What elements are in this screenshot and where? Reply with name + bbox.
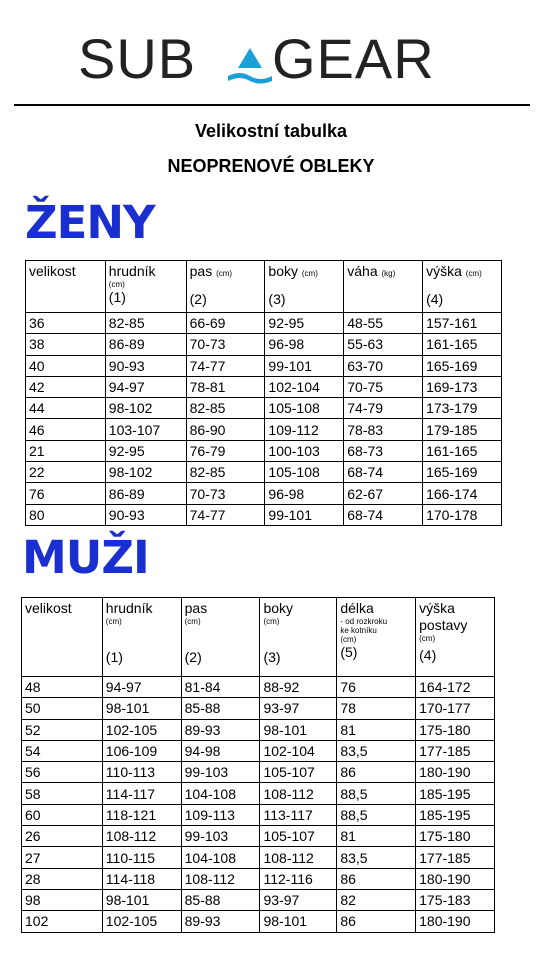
logo-text-sub: SUB — [78, 28, 197, 90]
table-cell: 169-173 — [423, 376, 502, 397]
table-cell: 108-112 — [260, 847, 337, 868]
table-cell: 55-63 — [344, 334, 423, 355]
table-cell: 112-116 — [260, 868, 337, 889]
table-cell: 82 — [337, 889, 416, 910]
table-cell: 81 — [337, 719, 416, 740]
table-cell: 106-109 — [102, 740, 181, 761]
women-section-title: ŽENY — [25, 196, 155, 249]
table-cell: 52 — [22, 719, 103, 740]
table-cell: 94-97 — [105, 376, 186, 397]
women-size-table — [25, 260, 502, 526]
table-cell: 38 — [26, 334, 106, 355]
table-cell: 175-180 — [416, 719, 495, 740]
table-cell: 177-185 — [416, 740, 495, 761]
header-cell: velikost — [26, 261, 106, 313]
header-cell: boky (cm) (3) — [260, 598, 337, 677]
table-header-row — [26, 261, 502, 313]
table-cell: 96-98 — [265, 334, 344, 355]
table-cell: 44 — [26, 398, 106, 419]
table-cell: 27 — [22, 847, 103, 868]
table-cell: 175-183 — [416, 889, 495, 910]
table-cell: 89-93 — [181, 719, 260, 740]
table-cell: 98-101 — [260, 719, 337, 740]
table-cell: 80 — [26, 504, 106, 525]
table-cell: 105-108 — [265, 462, 344, 483]
table-cell: 42 — [26, 376, 106, 397]
table-cell: 85-88 — [181, 889, 260, 910]
table-cell: 110-113 — [102, 762, 181, 783]
table-cell: 68-74 — [344, 462, 423, 483]
table-cell: 180-190 — [416, 911, 495, 932]
table-cell: 22 — [26, 462, 106, 483]
table-cell: 82-85 — [186, 398, 265, 419]
table-cell: 185-195 — [416, 783, 495, 804]
table-cell: 104-108 — [181, 783, 260, 804]
table-cell: 157-161 — [423, 313, 502, 334]
table-row — [26, 483, 502, 504]
table-cell: 93-97 — [260, 889, 337, 910]
table-cell: 86-89 — [105, 483, 186, 504]
table-cell: 21 — [26, 440, 106, 461]
table-cell: 114-117 — [102, 783, 181, 804]
table-row — [26, 419, 502, 440]
table-cell: 96-98 — [265, 483, 344, 504]
logo-wave-icon — [228, 48, 272, 84]
table-cell: 76 — [26, 483, 106, 504]
table-cell: 26 — [22, 826, 103, 847]
table-cell: 78-83 — [344, 419, 423, 440]
header-cell: váha (kg) — [344, 261, 423, 313]
table-cell: 81 — [337, 826, 416, 847]
table-row — [22, 740, 495, 761]
table-cell: 66-69 — [186, 313, 265, 334]
table-cell: 113-117 — [260, 804, 337, 825]
table-cell: 74-79 — [344, 398, 423, 419]
table-cell: 86 — [337, 762, 416, 783]
table-cell: 48-55 — [344, 313, 423, 334]
table-row — [22, 804, 495, 825]
table-cell: 100-103 — [265, 440, 344, 461]
table-cell: 98-102 — [105, 462, 186, 483]
table-cell: 98-101 — [102, 889, 181, 910]
table-cell: 94-98 — [181, 740, 260, 761]
header-cell: pas (cm) (2) — [181, 598, 260, 677]
table-cell: 88,5 — [337, 783, 416, 804]
table-cell: 76-79 — [186, 440, 265, 461]
table-header-row — [22, 598, 495, 677]
table-row — [22, 826, 495, 847]
table-cell: 105-107 — [260, 826, 337, 847]
table-cell: 48 — [22, 677, 103, 698]
table-cell: 177-185 — [416, 847, 495, 868]
table-row — [22, 698, 495, 719]
header-cell: velikost — [22, 598, 103, 677]
table-cell: 81-84 — [181, 677, 260, 698]
table-cell: 179-185 — [423, 419, 502, 440]
table-cell: 70-73 — [186, 334, 265, 355]
table-cell: 70-75 — [344, 376, 423, 397]
table-cell: 74-77 — [186, 504, 265, 525]
table-cell: 108-112 — [260, 783, 337, 804]
header-cell: boky (cm) (3) — [265, 261, 344, 313]
table-cell: 102-105 — [102, 719, 181, 740]
men-section-title: MUŽI — [22, 531, 149, 584]
table-row — [26, 313, 502, 334]
header-cell: výška (cm) (4) — [423, 261, 502, 313]
table-cell: 86-90 — [186, 419, 265, 440]
table-cell: 93-97 — [260, 698, 337, 719]
table-row — [26, 398, 502, 419]
table-cell: 99-103 — [181, 826, 260, 847]
table-cell: 28 — [22, 868, 103, 889]
table-cell: 76 — [337, 677, 416, 698]
table-cell: 78-81 — [186, 376, 265, 397]
table-cell: 63-70 — [344, 355, 423, 376]
table-cell: 90-93 — [105, 504, 186, 525]
table-row — [26, 440, 502, 461]
men-size-table — [21, 597, 495, 933]
table-cell: 40 — [26, 355, 106, 376]
table-cell: 62-67 — [344, 483, 423, 504]
table-row — [22, 847, 495, 868]
table-cell: 118-121 — [102, 804, 181, 825]
header-cell: hrudník (cm) (1) — [105, 261, 186, 313]
table-row — [22, 868, 495, 889]
table-cell: 99-101 — [265, 355, 344, 376]
table-cell: 82-85 — [186, 462, 265, 483]
table-row — [26, 376, 502, 397]
table-cell: 78 — [337, 698, 416, 719]
table-cell: 56 — [22, 762, 103, 783]
table-cell: 70-73 — [186, 483, 265, 504]
table-cell: 110-115 — [102, 847, 181, 868]
table-cell: 50 — [22, 698, 103, 719]
table-cell: 105-107 — [260, 762, 337, 783]
table-cell: 60 — [22, 804, 103, 825]
table-cell: 92-95 — [105, 440, 186, 461]
table-row — [26, 504, 502, 525]
table-cell: 88-92 — [260, 677, 337, 698]
table-cell: 90-93 — [105, 355, 186, 376]
table-cell: 54 — [22, 740, 103, 761]
table-cell: 83,5 — [337, 740, 416, 761]
table-cell: 98 — [22, 889, 103, 910]
table-cell: 105-108 — [265, 398, 344, 419]
table-cell: 185-195 — [416, 804, 495, 825]
table-cell: 161-165 — [423, 334, 502, 355]
table-cell: 180-190 — [416, 868, 495, 889]
table-row — [22, 762, 495, 783]
table-cell: 74-77 — [186, 355, 265, 376]
header-cell: hrudník (cm) (1) — [102, 598, 181, 677]
table-cell: 102-104 — [260, 740, 337, 761]
table-cell: 86-89 — [105, 334, 186, 355]
table-cell: 92-95 — [265, 313, 344, 334]
table-cell: 102-104 — [265, 376, 344, 397]
table-cell: 104-108 — [181, 847, 260, 868]
subgear-logo — [0, 28, 542, 90]
table-cell: 98-102 — [105, 398, 186, 419]
table-row — [22, 677, 495, 698]
table-row — [22, 783, 495, 804]
table-cell: 109-113 — [181, 804, 260, 825]
table-cell: 58 — [22, 783, 103, 804]
table-cell: 88,5 — [337, 804, 416, 825]
table-cell: 108-112 — [181, 868, 260, 889]
table-cell: 170-177 — [416, 698, 495, 719]
table-cell: 170-178 — [423, 504, 502, 525]
page-title: Velikostní tabulka — [194, 121, 348, 141]
table-cell: 164-172 — [416, 677, 495, 698]
table-cell: 161-165 — [423, 440, 502, 461]
table-cell: 98-101 — [102, 698, 181, 719]
table-cell: 175-180 — [416, 826, 495, 847]
table-cell: 109-112 — [265, 419, 344, 440]
table-row — [22, 911, 495, 932]
header-cell: délka - od rozkroku ke kotníku (cm) (5) — [337, 598, 416, 677]
table-cell: 102-105 — [102, 911, 181, 932]
table-cell: 86 — [337, 911, 416, 932]
table-cell: 83,5 — [337, 847, 416, 868]
table-row — [22, 719, 495, 740]
page-subtitle: NEOPRENOVÉ OBLEKY — [167, 156, 375, 176]
table-row — [26, 355, 502, 376]
table-row — [26, 334, 502, 355]
table-cell: 99-101 — [265, 504, 344, 525]
table-cell: 103-107 — [105, 419, 186, 440]
table-cell: 180-190 — [416, 762, 495, 783]
table-cell: 68-73 — [344, 440, 423, 461]
table-cell: 94-97 — [102, 677, 181, 698]
table-row — [22, 889, 495, 910]
table-cell: 36 — [26, 313, 106, 334]
table-cell: 99-103 — [181, 762, 260, 783]
table-cell: 46 — [26, 419, 106, 440]
table-cell: 102 — [22, 911, 103, 932]
logo-text-gear: GEAR — [272, 28, 435, 90]
header-cell: pas (cm) (2) — [186, 261, 265, 313]
table-cell: 173-179 — [423, 398, 502, 419]
table-cell: 165-169 — [423, 355, 502, 376]
table-cell: 114-118 — [102, 868, 181, 889]
header-divider — [14, 104, 530, 106]
table-cell: 98-101 — [260, 911, 337, 932]
table-cell: 68-74 — [344, 504, 423, 525]
table-cell: 85-88 — [181, 698, 260, 719]
table-cell: 165-169 — [423, 462, 502, 483]
header-cell: výška postavy (cm) (4) — [416, 598, 495, 677]
table-cell: 166-174 — [423, 483, 502, 504]
table-cell: 86 — [337, 868, 416, 889]
table-row — [26, 462, 502, 483]
table-cell: 82-85 — [105, 313, 186, 334]
table-cell: 108-112 — [102, 826, 181, 847]
table-cell: 89-93 — [181, 911, 260, 932]
